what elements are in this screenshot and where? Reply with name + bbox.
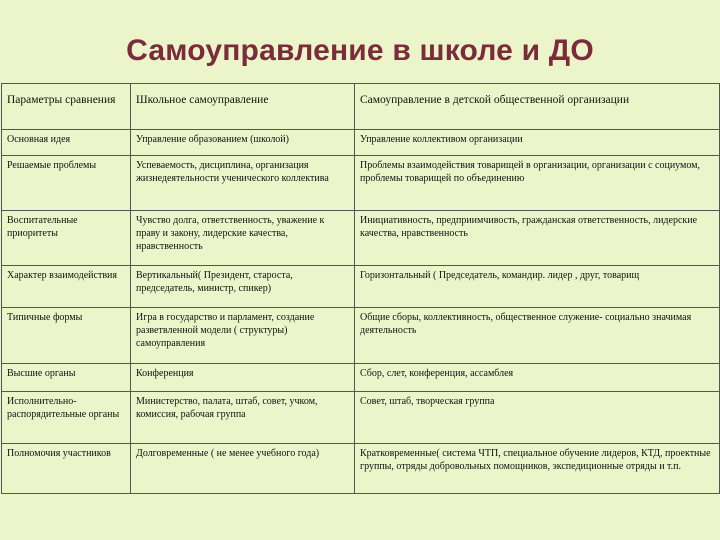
row-label-cell: Исполнительно-распорядительные органы [2, 392, 131, 444]
row-label-cell: Решаемые проблемы [2, 156, 131, 211]
organization-cell: Горизонтальный ( Председатель, командир. лидер , друг, товарищ [355, 266, 720, 308]
table-row [2, 266, 720, 308]
organization-cell: Общие сборы, коллективность, общественное служение- социально значимая деятельность [355, 308, 720, 364]
school-cell: Успеваемость, дисциплина, организация жизнедеятельности ученического коллектива [131, 156, 355, 211]
row-label-cell: Основная идея [2, 130, 131, 156]
table-row [2, 156, 720, 211]
school-cell: Управление образованием (школой) [131, 130, 355, 156]
organization-cell: Совет, штаб, творческая группа [355, 392, 720, 444]
row-label-cell: Воспитательные приоритеты [2, 211, 131, 266]
table-header-row [2, 84, 720, 130]
table-row [2, 211, 720, 266]
header-cell-organization: Самоуправление в детской общественной организации [355, 84, 720, 130]
school-cell: Конференция [131, 364, 355, 392]
organization-cell: Проблемы взаимодействия товарищей в организации, организации с социумом, проблемы товарищей по объединению [355, 156, 720, 211]
header-cell-school: Школьное самоуправление [131, 84, 355, 130]
table-row [2, 444, 720, 494]
school-cell: Игра в государство и парламент, создание разветвленной модели ( структуры) самоуправления [131, 308, 355, 364]
row-label-cell: Высшие органы [2, 364, 131, 392]
table-row [2, 130, 720, 156]
comparison-table [1, 83, 720, 494]
school-cell: Долговременные ( не менее учебного года) [131, 444, 355, 494]
organization-cell: Инициативность, предприимчивость, гражданская ответственность, лидерские качества, нравственность [355, 211, 720, 266]
organization-cell: Управление коллективом организации [355, 130, 720, 156]
header-cell-parameters: Параметры сравнения [2, 84, 131, 130]
organization-cell: Кратковременные( система ЧТП, специальное обучение лидеров, КТД, проектные группы, отряды добровольных помощников, экспедиционные отряды и т.п. [355, 444, 720, 494]
row-label-cell: Характер взаимодействия [2, 266, 131, 308]
school-cell: Чувство долга, ответственность, уважение к праву и закону, лидерские качества, нравственность [131, 211, 355, 266]
table-row [2, 364, 720, 392]
organization-cell: Сбор, слет, конференция, ассамблея [355, 364, 720, 392]
row-label-cell: Полномочия участников [2, 444, 131, 494]
table-row [2, 392, 720, 444]
table-row [2, 308, 720, 364]
slide-title: Самоуправление в школе и ДО [126, 34, 594, 67]
row-label-cell: Типичные формы [2, 308, 131, 364]
school-cell: Вертикальный( Президент, староста, председатель, министр, спикер) [131, 266, 355, 308]
school-cell: Министерство, палата, штаб, совет, учком, комиссия, рабочая группа [131, 392, 355, 444]
